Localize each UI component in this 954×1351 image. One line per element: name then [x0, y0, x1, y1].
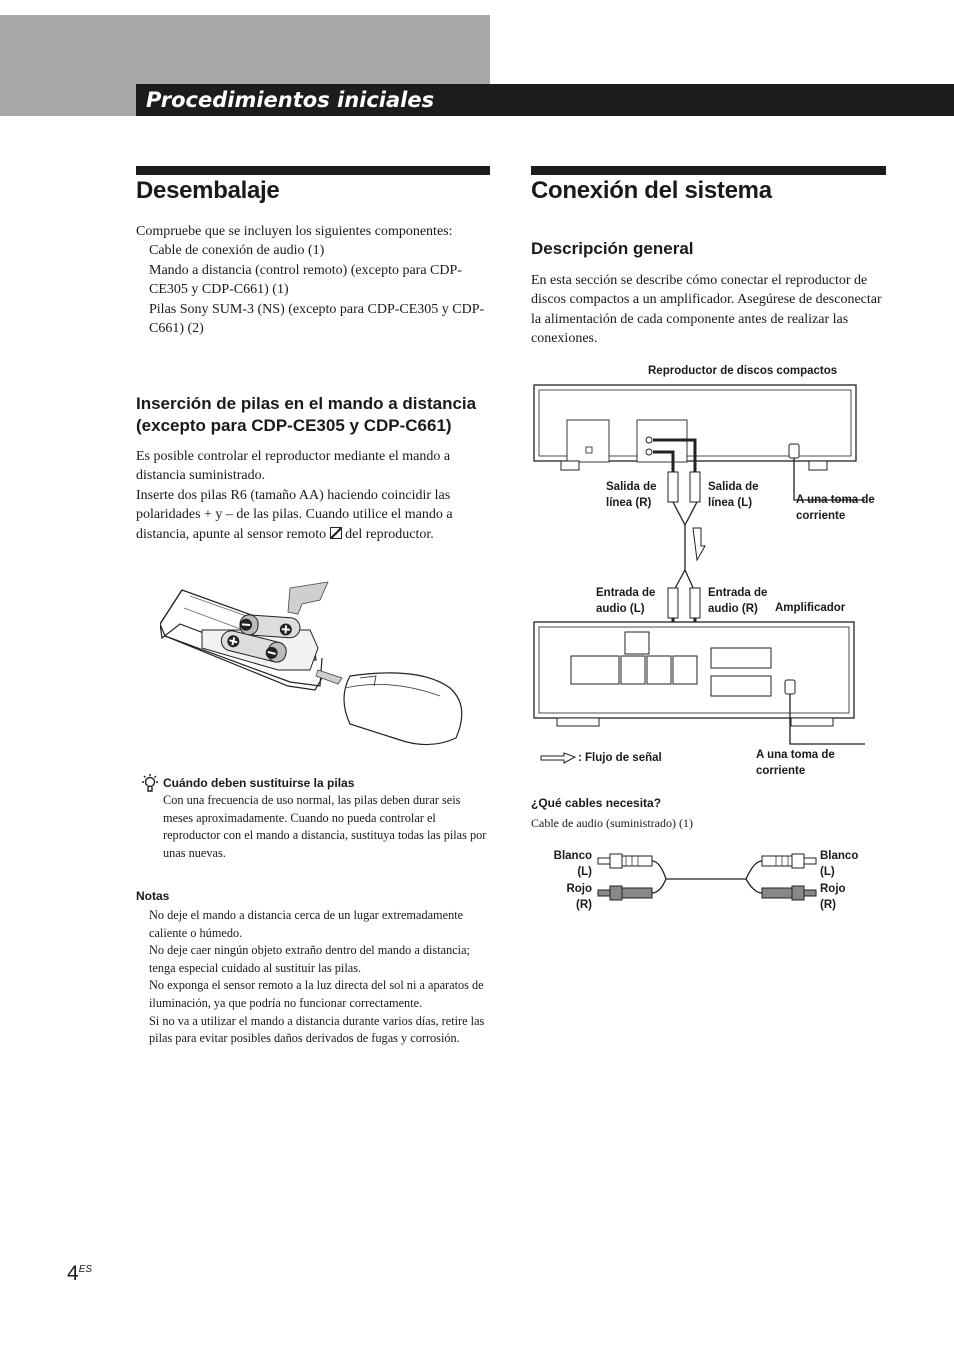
notes-list [149, 907, 490, 1048]
label-white-l-left: Blanco (L) [553, 850, 592, 878]
label-cd-player: Reproductor de discos compactos [648, 365, 838, 377]
amplifier-illustration [534, 622, 854, 726]
label-signal-flow: : Flujo de señal [578, 752, 662, 764]
page-number [67, 1262, 92, 1286]
page-title-desembalaje: Desembalaje [136, 177, 280, 204]
remote-battery-illustration [160, 578, 470, 750]
plug-white-left [598, 854, 652, 868]
label-amplifier: Amplificador [775, 602, 846, 614]
label-white-l-right: Blanco (L) [820, 850, 859, 878]
list-item: Mando a distancia (control remoto) (excepto para CDP-CE305 y CDP-C661) (1) [149, 262, 462, 298]
tip-title: Cuándo deben sustituirse la pilas [163, 776, 355, 790]
battery-paragraph-2-end: del reproductor. [345, 526, 434, 542]
label-audio-in-l: Entrada de audio (L) [596, 587, 656, 615]
notes-title: Notas [136, 889, 170, 903]
connection-diagram [531, 380, 871, 750]
label-red-r-right: Rojo (R) [820, 883, 846, 911]
list-item: Pilas Sony SUM-3 (NS) (excepto para CDP-CE305 y CDP-C661) (2) [149, 301, 485, 337]
unpacking-list [136, 222, 490, 338]
page-number-value: 4 [67, 1262, 79, 1285]
tip-text: Con una frecuencia de uso normal, las pilas deben durar seis meses aproximadamente. Cuando no pueda controlar el reproductor con el mando a distancia, sustituya todas las pilas por unas nuevas. [163, 793, 487, 860]
left-title-rule [136, 166, 490, 175]
battery-paragraph-2-text: Inserte dos pilas R6 (tamaño AA) haciendo coincidir las polaridades + y – de las pilas. Cuando utilice el mando a distancia, apunte al sensor remoto [136, 487, 453, 542]
battery-text [136, 447, 490, 544]
cables-title: ¿Qué cables necesita? [531, 796, 662, 810]
list-item: Si no va a utilizar el mando a distancia durante varios días, retire las pilas para evitar posibles daños derivados de fugas y corrosión. [149, 1013, 485, 1046]
label-to-outlet-1: A una toma de corriente [796, 494, 875, 522]
battery-paragraph-2 [136, 486, 490, 544]
battery-paragraph-1: Es posible controlar el reproductor mediante el mando a distancia suministrado. [136, 449, 451, 484]
label-to-outlet-2: A una toma de corriente [756, 749, 835, 777]
plug-red-left [598, 886, 652, 900]
subsection-title: Descripción general [531, 239, 694, 258]
label-audio-in-r: Entrada de audio (R) [708, 587, 768, 615]
battery-heading: Inserción de pilas en el mando a distancia (excepto para CDP-CE305 y CDP-C661) [136, 394, 477, 435]
plug-white-right [762, 854, 816, 868]
signal-flow-arrow-icon [540, 752, 576, 764]
plug-red-right [762, 886, 816, 900]
label-line-out-r: Salida de línea (R) [606, 481, 657, 509]
page-number-suffix: ES [78, 1264, 93, 1275]
list-item: Cable de conexión de audio (1) [149, 243, 325, 259]
unpacking-intro: Compruebe que se incluyen los siguientes componentes: [136, 224, 453, 239]
audio-cable-illustration [596, 848, 818, 908]
label-line-out-l: Salida de línea (L) [708, 481, 759, 509]
list-item: No deje el mando a distancia cerca de un lugar extremadamente caliente o húmedo. [149, 908, 464, 940]
page-title-conexion: Conexión del sistema [531, 177, 772, 204]
cables-text: Cable de audio (suministrado) (1) [531, 816, 693, 830]
label-red-r-left: Rojo (R) [566, 883, 592, 911]
list-item: No deje caer ningún objeto extraño dentro del mando a distancia; tenga especial cuidado al sustituir las pilas. [149, 943, 470, 975]
remote-sensor-icon [330, 527, 342, 539]
right-title-rule [531, 166, 886, 175]
list-item: No exponga el sensor remoto a la luz directa del sol ni a aparatos de iluminación, ya que podría no funcionar correctamente. [149, 978, 484, 1010]
section-title: Procedimientos iniciales [146, 88, 435, 112]
lightbulb-icon [140, 773, 160, 795]
connection-intro: En esta sección se describe cómo conectar el reproductor de discos compactos a un amplificador. Asegúrese de desconectar la alimentación de cada componente antes de realizar las conexiones. [531, 273, 882, 347]
